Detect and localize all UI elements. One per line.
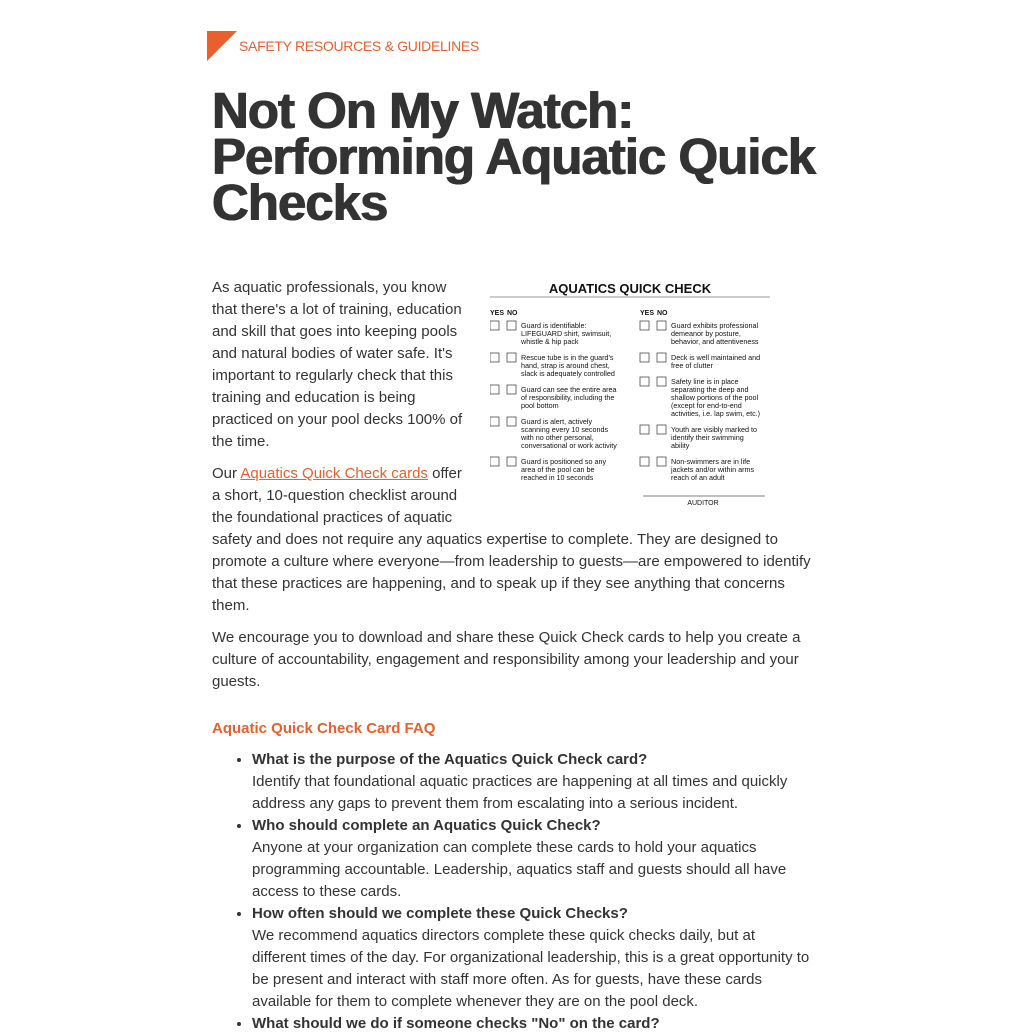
no-checkbox: [657, 353, 666, 362]
card-item-line: reach of an adult: [671, 473, 725, 482]
card-item-line: jackets and/or within arms: [671, 465, 755, 474]
no-checkbox: [507, 353, 516, 362]
card-item-line: LIFEGUARD shirt, swimsuit,: [521, 329, 612, 338]
encourage-paragraph: We encourage you to download and share these Quick Check cards to help you create a culture of accountability, engagement and responsibility among your leadership and your guests.: [212, 629, 801, 690]
card-item-line: hand, strap is around chest,: [521, 361, 610, 370]
yes-checkbox: [640, 353, 649, 362]
card-item-left-2: [490, 353, 615, 378]
card-item-line: slack is adequately controlled: [521, 369, 615, 378]
yes-checkbox: [640, 425, 649, 434]
card-item-line: Guard is positioned so any: [521, 457, 607, 466]
card-item-line: reached in 10 seconds: [521, 473, 594, 482]
yes-checkbox: [640, 321, 649, 330]
card-item-line: whistle & hip pack: [521, 337, 579, 346]
brand-flag-icon: [207, 31, 237, 61]
card-item-line: pool bottom: [521, 401, 559, 410]
intro-paragraph: As aquatic professionals, you know that there's a lot of training, education and skill that goes into keeping pools and natural bodies of water safe. It's important to regularly check that this training and education is being practiced on your pool decks 100% of the time.: [212, 279, 463, 450]
faq-question: • What should we do if someone checks "No" on the card?: [252, 1015, 660, 1032]
card-item-line: conversational or work activity: [521, 441, 617, 450]
card-item-line: of responsibility, including the: [521, 393, 615, 402]
card-item-line: demeanor by posture,: [671, 329, 741, 338]
faq-item: [252, 1013, 812, 1035]
faq-heading: Aquatic Quick Check Card FAQ: [212, 720, 436, 737]
no-checkbox: [657, 425, 666, 434]
card-item-line: Deck is well maintained and: [671, 353, 761, 362]
card-item-left-4: [490, 417, 617, 450]
card-item-line: activities, i.e. lap swim, etc.): [671, 409, 761, 418]
card-item-line: (except for end-to-end: [671, 401, 742, 410]
yes-checkbox: [640, 457, 649, 466]
yes-checkbox: [490, 353, 499, 362]
faq-item: [252, 815, 812, 903]
faq-item: [252, 749, 812, 815]
card-item-left-5: [490, 457, 607, 482]
card-item-line: shallow portions of the pool: [671, 393, 759, 402]
card-item-right-3: [640, 377, 760, 418]
card-item-line: identify their swimming: [671, 433, 744, 442]
yes-checkbox: [640, 377, 649, 386]
card-item-line: behavior, and attentiveness: [671, 337, 759, 346]
quick-check-cards-link[interactable]: Aquatics Quick Check cards: [240, 465, 428, 482]
auditor-label: AUDITOR: [687, 500, 719, 507]
card-checklist: [490, 321, 760, 482]
faq-item: [252, 903, 812, 1013]
yes-checkbox: [490, 385, 499, 394]
faq-answer: Identify that foundational aquatic practices are happening at all times and quickly address any gaps to prevent them from escalating into a serious incident.: [252, 773, 788, 812]
yes-checkbox: [490, 457, 499, 466]
faq-question: • What is the purpose of the Aquatics Quick Check card?: [252, 751, 648, 768]
faq-answer: Anyone at your organization can complete these cards to hold your aquatics programming accountable. Leadership, aquatics staff and guests should all have access to these cards.: [252, 839, 787, 900]
brand-label: SAFETY RESOURCES & GUIDELINES: [239, 38, 479, 54]
yes-checkbox: [490, 321, 499, 330]
card-item-right-2: [640, 353, 760, 370]
card-item-line: Guard is identifiable:: [521, 321, 587, 330]
faq-question: • How often should we complete these Quick Checks?: [252, 905, 628, 922]
faq-question: • Who should complete an Aquatics Quick Check?: [252, 817, 601, 834]
no-checkbox: [657, 377, 666, 386]
card-item-left-3: [490, 385, 617, 410]
card-item-line: with no other personal,: [521, 433, 594, 442]
card-item-line: Guard exhibits professional: [671, 321, 759, 330]
card-item-right-5: [640, 457, 754, 482]
cards-paragraph-rest: offer a short, 10-question checklist around the foundational practices of aquatic safety and does not require any aquatics expertise to complete. They are designed to promote a culture where everyone—from leadership to guests—are empowered to identify that these practices are happening, and to speak up if they see anything that concerns them.: [212, 465, 811, 614]
page-title: Not On My Watch: Performing Aquatic Quick Checks: [212, 82, 816, 231]
card-no-label-left: NO: [507, 310, 518, 317]
card-item-line: scanning every 10 seconds: [521, 425, 609, 434]
no-checkbox: [507, 457, 516, 466]
card-item-line: Rescue tube is in the guard's: [521, 353, 614, 362]
card-item-line: Non-swimmers are in life: [671, 457, 751, 466]
no-checkbox: [657, 457, 666, 466]
card-item-line: Safety line is in place: [671, 377, 739, 386]
quick-check-card-image: [490, 277, 790, 517]
card-yes-label-left: YES: [490, 310, 505, 317]
card-item-line: Guard is alert, actively: [521, 417, 593, 426]
card-item-line: Youth are visibly marked to: [671, 425, 758, 434]
card-item-right-4: [640, 425, 757, 450]
no-checkbox: [507, 385, 516, 394]
faq-list: [212, 749, 812, 1035]
no-checkbox: [507, 417, 516, 426]
no-checkbox: [507, 321, 516, 330]
card-item-line: separating the deep and: [671, 385, 749, 394]
card-item-line: area of the pool can be: [521, 465, 595, 474]
faq-answer: We recommend aquatics directors complete these quick checks daily, but at different times of the day. For organizational leadership, this is a great opportunity to be present and interact with staff more often. As for guests, have these cards available for them to complete whenever they are on the pool deck.: [252, 927, 810, 1010]
yes-checkbox: [490, 417, 499, 426]
card-item-right-1: [640, 321, 759, 346]
card-no-label-right: NO: [657, 310, 668, 317]
card-item-left-1: [490, 321, 611, 346]
card-yes-label-right: YES: [640, 310, 655, 317]
card-item-line: Guard can see the entire area: [521, 385, 617, 394]
card-title: AQUATICS QUICK CHECK: [548, 281, 712, 296]
no-checkbox: [657, 321, 666, 330]
cards-paragraph-lead: Our: [212, 465, 241, 482]
card-item-line: free of clutter: [671, 361, 713, 370]
card-item-line: ability: [671, 441, 690, 450]
article-body: [212, 277, 812, 1035]
